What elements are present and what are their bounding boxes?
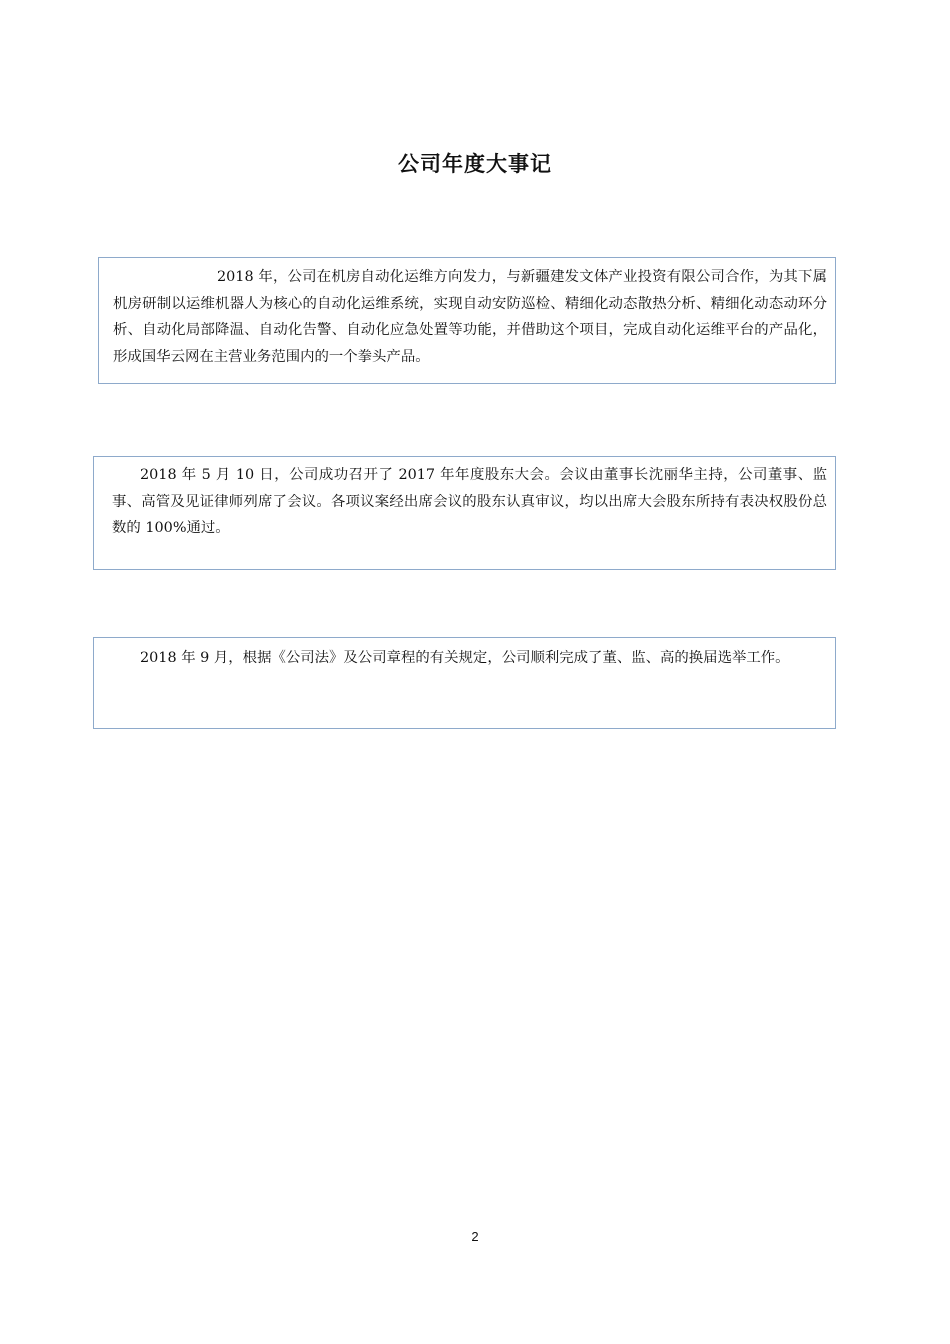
page-title: 公司年度大事记 — [398, 152, 552, 177]
event-text: 2018 年，公司在机房自动化运维方向发力，与新疆建发文体产业投资有限公司合作，为其下属机房研制以运维机器人为核心的自动化运维系统，实现自动安防巡检、精细化动态散热分析、精细化动态动环分析、自动化局部降温、自动化告警、自动化应急处置等功能，并借助这个项目，完成自动化运维平台的产品化，形成国华云网在主营业务范围内的一个拳头产品。 — [113, 269, 827, 365]
event-text: 2018 年 5 月 10 日，公司成功召开了 2017 年年度股东大会。会议由董事长沈丽华主持，公司董事、监事、高管及见证律师列席了会议。各项议案经出席会议的股东认真审议，均以出席大会股东所持有表决权股份总数的 100%通过。 — [112, 467, 827, 536]
page-number: 2 — [471, 1229, 479, 1244]
event-text: 2018 年 9 月，根据《公司法》及公司章程的有关规定，公司顺利完成了董、监、高的换届选举工作。 — [140, 650, 790, 666]
event-box-shareholder-meeting — [93, 456, 836, 570]
event-box-2018-automation — [98, 257, 836, 384]
event-box-board-election — [93, 637, 836, 729]
